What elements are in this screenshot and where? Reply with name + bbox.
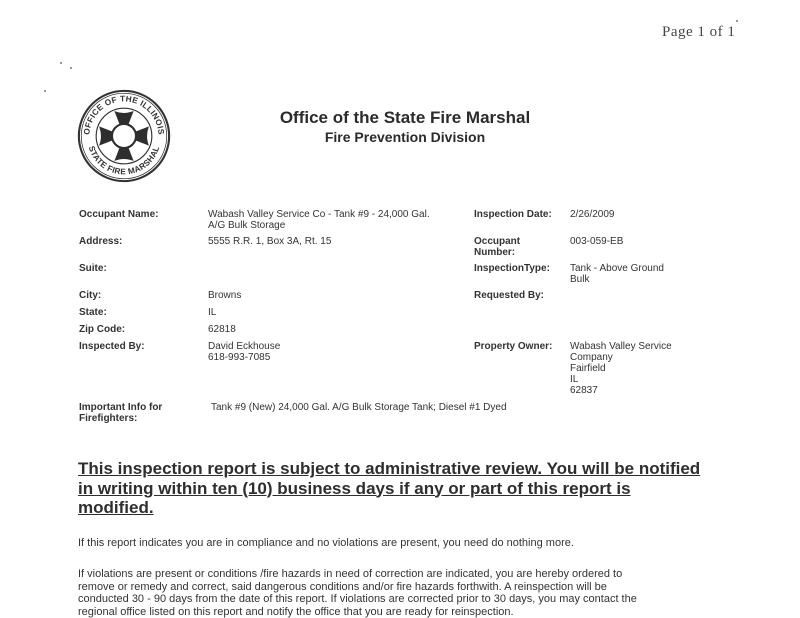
city-label: City: (79, 290, 102, 301)
important-info-value: Tank #9 (New) 24,000 Gal. A/G Bulk Storage Tank; Diesel #1 Dyed (211, 402, 507, 413)
violations-paragraph (78, 568, 637, 618)
suite-label: Suite: (79, 263, 107, 274)
division-subtitle: Fire Prevention Division (324, 129, 486, 145)
occupant-number-label: Occupant (474, 236, 521, 247)
inspector-phone: 618-993-7085 (208, 352, 271, 363)
notice-line: This inspection report is subject to administrative review. You will be notified (78, 459, 701, 478)
notice-line: in writing within ten (10) business days if any or part of this report is (78, 478, 631, 498)
scan-speck (60, 62, 62, 64)
owner-name-cont: Company (570, 352, 613, 363)
inspector-name: David Eckhouse (208, 341, 281, 352)
address-value: 5555 R.R. 1, Box 3A, Rt. 15 (208, 236, 332, 247)
paragraph-line: remove or remedy and correct, said dangerous conditions and/or fire hazards forthwith. A reinspection will be (78, 580, 607, 593)
paragraph-line: conducted 30 - 90 days from the date of this report. If violations are corrected prior to 30 days, you may contact the (78, 593, 637, 605)
inspection-type-value: Tank - Above Ground (570, 263, 664, 274)
important-info-label: Important Info for (79, 402, 163, 413)
svg-text:STATE FIRE MARSHAL: STATE FIRE MARSHAL (86, 144, 162, 177)
scan-speck (44, 90, 46, 92)
paragraph-line: If violations are present or conditions /fire hazards in need of correction are indicated, you are hereby ordered to (78, 568, 623, 580)
administrative-review-notice (78, 459, 746, 518)
city-value: Browns (208, 290, 242, 301)
important-info-label-cont: Firefighters: (79, 413, 138, 424)
inspection-date-label: Inspection Date: (474, 209, 552, 220)
paragraph-line: regional office listed on this report and notify the office that you are ready for reinspection. (78, 605, 514, 618)
inspection-date-value: 2/26/2009 (570, 209, 615, 220)
inspection-type-value-cont: Bulk (570, 274, 590, 285)
owner-name: Wabash Valley Service (570, 341, 672, 352)
page-number: Page 1 of 1 (662, 24, 736, 40)
notice-line: modified. (78, 498, 154, 517)
scan-speck (736, 20, 738, 22)
zip-code-label: Zip Code: (79, 324, 126, 335)
owner-state: IL (570, 374, 579, 385)
inspection-type-label: InspectionType: (474, 263, 550, 274)
owner-city: Fairfield (570, 363, 606, 374)
occupant-name-value-cont: A/G Bulk Storage (208, 220, 286, 231)
office-title: Office of the State Fire Marshal (279, 108, 531, 127)
state-value: IL (208, 307, 217, 318)
scan-speck (70, 67, 72, 69)
svg-text:OFFICE OF THE ILLINOIS: OFFICE OF THE ILLINOIS (82, 94, 166, 136)
owner-zip: 62837 (570, 385, 598, 396)
inspected-by-label: Inspected By: (79, 341, 145, 352)
occupant-name-value: Wabash Valley Service Co - Tank #9 - 24,000 Gal. (208, 209, 430, 220)
address-label: Address: (79, 236, 123, 247)
requested-by-label: Requested By: (474, 290, 545, 301)
zip-code-value: 62818 (208, 324, 236, 335)
occupant-number-label-cont: Number: (474, 247, 516, 258)
state-label: State: (79, 307, 107, 318)
state-fire-marshal-seal-icon (76, 88, 172, 184)
occupant-name-label: Occupant Name: (79, 209, 159, 220)
property-owner-label: Property Owner: (474, 341, 553, 352)
compliance-paragraph: If this report indicates you are in compliance and no violations are present, you need do nothing more. (78, 537, 574, 549)
occupant-number-value: 003-059-EB (570, 236, 624, 247)
